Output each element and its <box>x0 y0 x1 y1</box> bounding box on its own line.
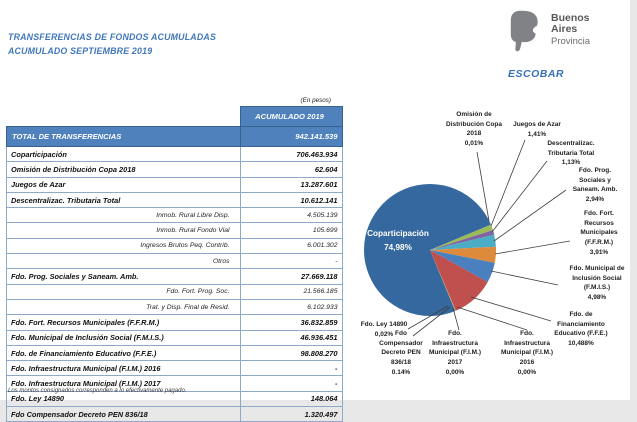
row-label: Fdo Compensador Decreto PEN 836/18 <box>7 407 241 422</box>
row-label: Fdo. Municipal de Inclusión Social (F.M.I.S.) <box>7 330 241 345</box>
callout-label-slice-10: Fdo. Ley 14890 0,02% <box>360 321 408 338</box>
total-value: 942.141.539 <box>240 127 342 147</box>
row-label: Otros <box>7 254 241 269</box>
callout-label-slice-2: Juegos de Azar 1,41% <box>513 121 561 138</box>
row-value: 148.064 <box>240 391 342 406</box>
row-value: 21.566.185 <box>240 284 342 299</box>
row-label: Trat. y Disp. Final de Resid. <box>7 299 241 314</box>
row-value: 105.699 <box>240 223 342 238</box>
row-label: Fdo. Prog. Sociales y Saneam. Amb. <box>7 269 241 284</box>
row-value: 98.808.270 <box>240 345 342 360</box>
row-value: 13.287.601 <box>240 177 342 192</box>
row-value: 6.001.302 <box>240 238 342 253</box>
row-value: 706.463.934 <box>240 147 342 162</box>
row-value: 46.936.451 <box>240 330 342 345</box>
row-value: 36.832.859 <box>240 315 342 330</box>
row-value: 6.102.933 <box>240 299 342 314</box>
pie-inside-label-pct: 74,98% <box>384 242 412 252</box>
leader-line-slice-9 <box>453 308 459 330</box>
row-label: Fdo. Fort. Recursos Municipales (F.F.R.M.) <box>7 315 241 330</box>
row-label: Fdo. Infraestructura Municipal (F.I.M.) 2016 <box>7 361 241 376</box>
row-label: Fdo. Fort. Prog. Soc. <box>7 284 241 299</box>
row-label: Fdo. de Financiamiento Educativo (F.F.E.) <box>7 345 241 360</box>
callout-label-slice-9: Fdo. Infraestructura Municipal (F.I.M.) 2017 0,00% <box>429 330 481 376</box>
row-value: - <box>240 254 342 269</box>
row-label: Ingresos Brutos Peq. Contrib. <box>7 238 241 253</box>
row-value: 1.320.497 <box>240 407 342 422</box>
row-value: 27.669.118 <box>240 269 342 284</box>
row-value: - <box>240 376 342 391</box>
table-row <box>7 407 343 422</box>
leader-line-slice-2 <box>491 140 525 226</box>
leader-line-slice-6 <box>491 271 558 285</box>
total-label: TOTAL DE TRANSFERENCIAS <box>7 127 241 147</box>
row-label: Inmob. Rural Libre Disp. <box>7 208 241 223</box>
row-label: Juegos de Azar <box>7 177 241 192</box>
page-title-line1: TRANSFERENCIAS DE FONDOS ACUMULADAS <box>8 32 217 42</box>
callout-label-slice-11: Fdo Compensador Decreto PEN 836/18 0.14% <box>379 330 423 376</box>
row-value: 10.612.141 <box>240 192 342 207</box>
logo-line3: Provincia <box>551 35 591 47</box>
row-value: 4.505.139 <box>240 208 342 223</box>
row-label: Omisión de Distribución Copa 2018 <box>7 162 241 177</box>
municipality-title: ESCOBAR <box>508 68 565 80</box>
footnote: Los montos consignados corresponden a lo efectivamente pagado. <box>8 388 187 394</box>
row-value: - <box>240 361 342 376</box>
row-label: Coparticipación <box>7 147 241 162</box>
leader-line-slice-3 <box>492 161 547 232</box>
pie-inside-label-name: Coparticipación <box>367 229 429 238</box>
callout-label-slice-5: Fdo. Fort. Recursos Municipales (F.F.R.M.) 3,91% <box>580 210 618 256</box>
pie-inside-label <box>354 227 442 254</box>
row-label: Inmob. Rural Fondo Vial <box>7 223 241 238</box>
column-header-acumulado: ACUMULADO 2019 <box>240 107 342 127</box>
currency-note: (En pesos) <box>300 97 331 104</box>
logo-line2: Aires <box>551 23 578 36</box>
logo-line1: Buenos <box>551 12 590 24</box>
callout-label-slice-8: Fdo. Infraestructura Municipal (F.I.M.) 2016 0,00% <box>501 330 553 376</box>
callout-label-slice-1: Omisión de Distribución Copa 2018 0,01% <box>446 111 502 148</box>
row-value: 62.604 <box>240 162 342 177</box>
callout-label-slice-6: Fdo. Municipal de Inclusión Social (F.M.I.S.) 4,98% <box>569 265 625 302</box>
callout-label-slice-7: Fdo. de Financiamiento Educativo (F.F.E.) 10,488% <box>554 311 608 348</box>
row-label: Fdo. Infraestructura Municipal (F.I.M.) 2017 <box>7 376 241 391</box>
leader-line-slice-5 <box>495 241 570 254</box>
page-title-line2: ACUMULADO SEPTIEMBRE 2019 <box>8 45 153 56</box>
callout-label-slice-4: Fdo. Prog. Sociales y Saneam. Amb. 2,94% <box>572 167 618 204</box>
callout-label-slice-3: Descentralizac. Tributaria Total 1,13% <box>547 140 595 167</box>
row-label: Fdo. Ley 14890 <box>7 391 241 406</box>
row-label: Descentralizac. Tributaria Total <box>7 192 241 207</box>
